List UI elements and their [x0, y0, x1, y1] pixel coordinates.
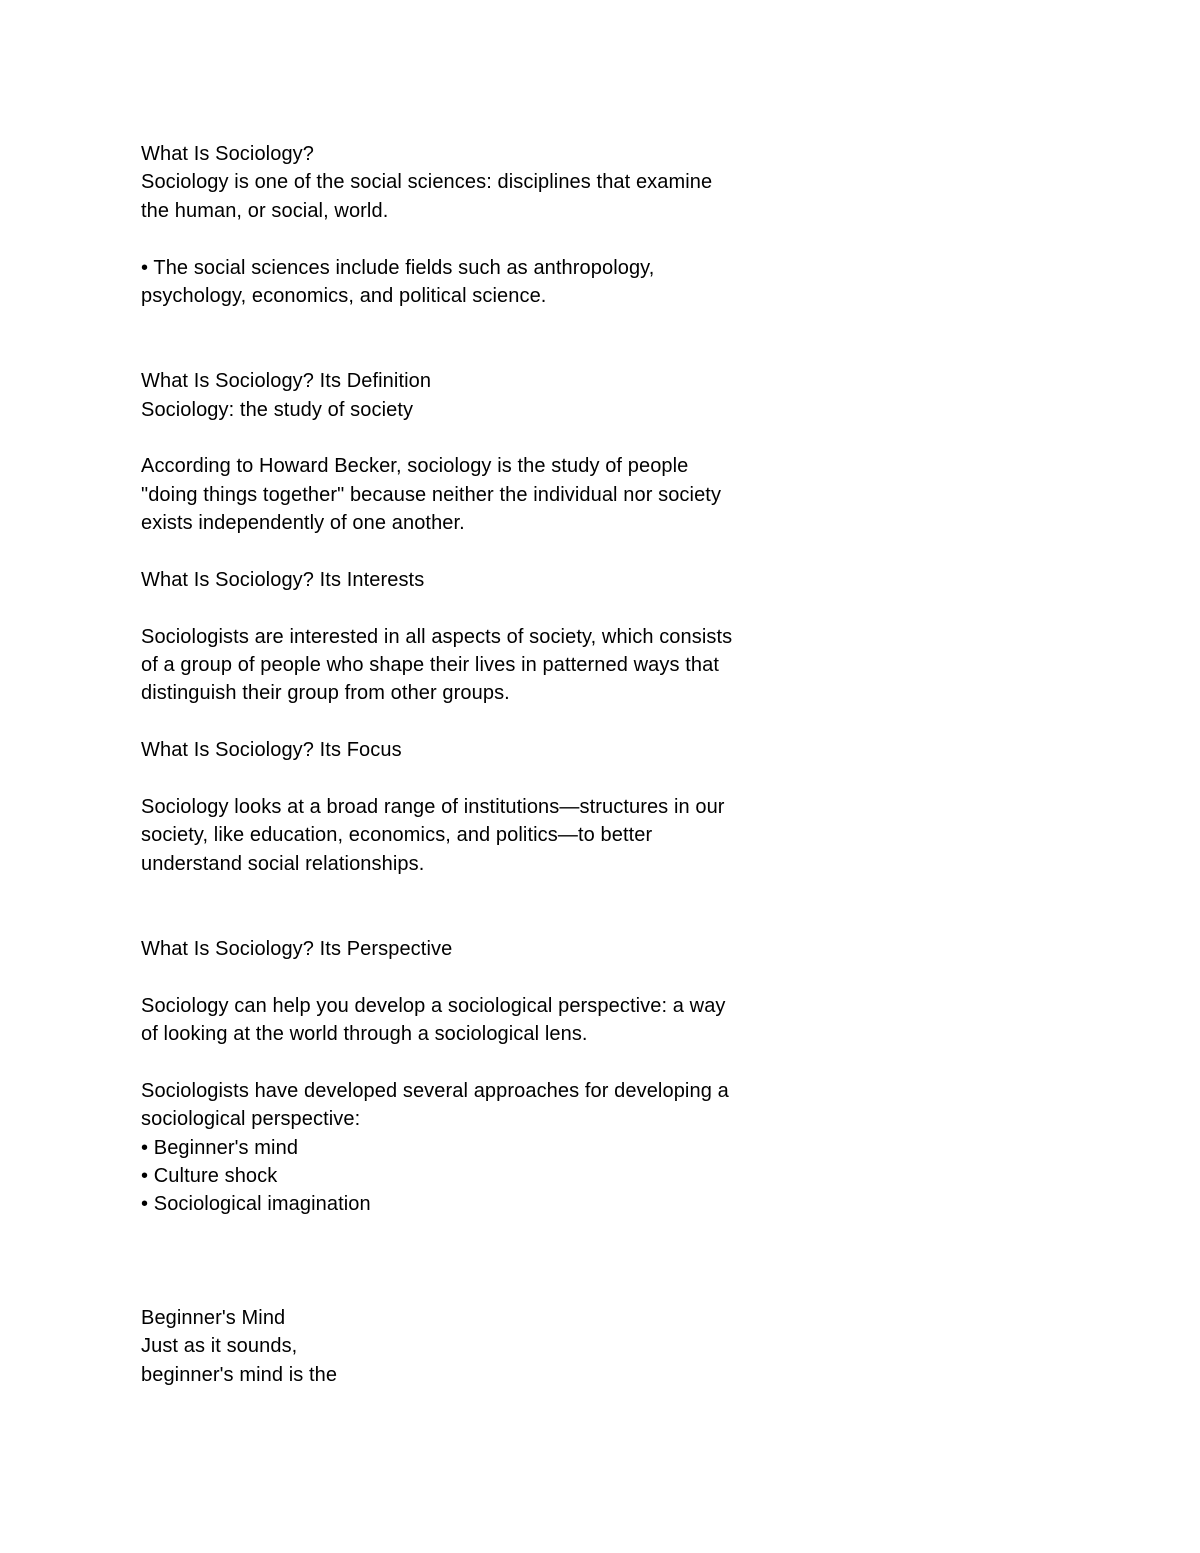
blank-line — [141, 339, 801, 367]
blank-line — [141, 594, 801, 622]
text-line: Sociologists have developed several approaches for developing a — [141, 1079, 729, 1102]
section-heading: What Is Sociology? Its Interests — [141, 568, 425, 591]
section-heading: What Is Sociology? Its Definition — [141, 370, 432, 393]
blank-line — [141, 1049, 801, 1077]
text-line: Sociology can help you develop a sociological perspective: a way — [141, 994, 726, 1017]
blank-line — [141, 907, 801, 935]
bullet-item: • Culture shock — [141, 1165, 278, 1188]
text-line: beginner's mind is the — [141, 1363, 338, 1386]
text-line: understand social relationships. — [141, 852, 425, 875]
blank-line — [141, 225, 801, 253]
bullet-item: • The social sciences include fields such as anthropology, — [141, 256, 655, 279]
text-line: exists independently of one another. — [141, 512, 465, 535]
section-heading: What Is Sociology? — [141, 143, 314, 165]
blank-line — [141, 1219, 801, 1247]
blank-line — [141, 765, 801, 793]
text-line: distinguish their group from other groups. — [141, 682, 510, 705]
text-line: Sociology: the study of society — [141, 398, 414, 421]
section-heading: What Is Sociology? Its Focus — [141, 739, 402, 762]
text-line: According to Howard Becker, sociology is the study of people — [141, 455, 689, 478]
text-line: society, like education, economics, and politics—to better — [141, 824, 653, 847]
blank-line — [141, 963, 801, 991]
text-line: the human, or social, world. — [141, 199, 389, 222]
text-line: Sociology is one of the social sciences: disciplines that examine — [141, 171, 713, 194]
text-line: Just as it sounds, — [141, 1335, 298, 1358]
text-line: of looking at the world through a sociological lens. — [141, 1023, 588, 1046]
blank-line — [141, 310, 801, 338]
text-line: Sociologists are interested in all aspects of society, which consists — [141, 625, 733, 648]
blank-line — [141, 878, 801, 906]
section-heading: What Is Sociology? Its Perspective — [141, 937, 453, 960]
text-line: of a group of people who shape their lives in patterned ways that — [141, 654, 719, 677]
document-body — [141, 140, 801, 1389]
section-heading: Beginner's Mind — [141, 1307, 286, 1330]
blank-line — [141, 424, 801, 452]
blank-line — [141, 1276, 801, 1304]
blank-line — [141, 537, 801, 565]
text-line: psychology, economics, and political science. — [141, 284, 547, 307]
text-line: sociological perspective: — [141, 1108, 361, 1131]
text-line: Sociology looks at a broad range of institutions—structures in our — [141, 795, 725, 818]
text-line: "doing things together" because neither the individual nor society — [141, 483, 722, 506]
blank-line — [141, 708, 801, 736]
blank-line — [141, 1247, 801, 1275]
bullet-item: • Sociological imagination — [141, 1193, 371, 1216]
bullet-item: • Beginner's mind — [141, 1136, 299, 1159]
